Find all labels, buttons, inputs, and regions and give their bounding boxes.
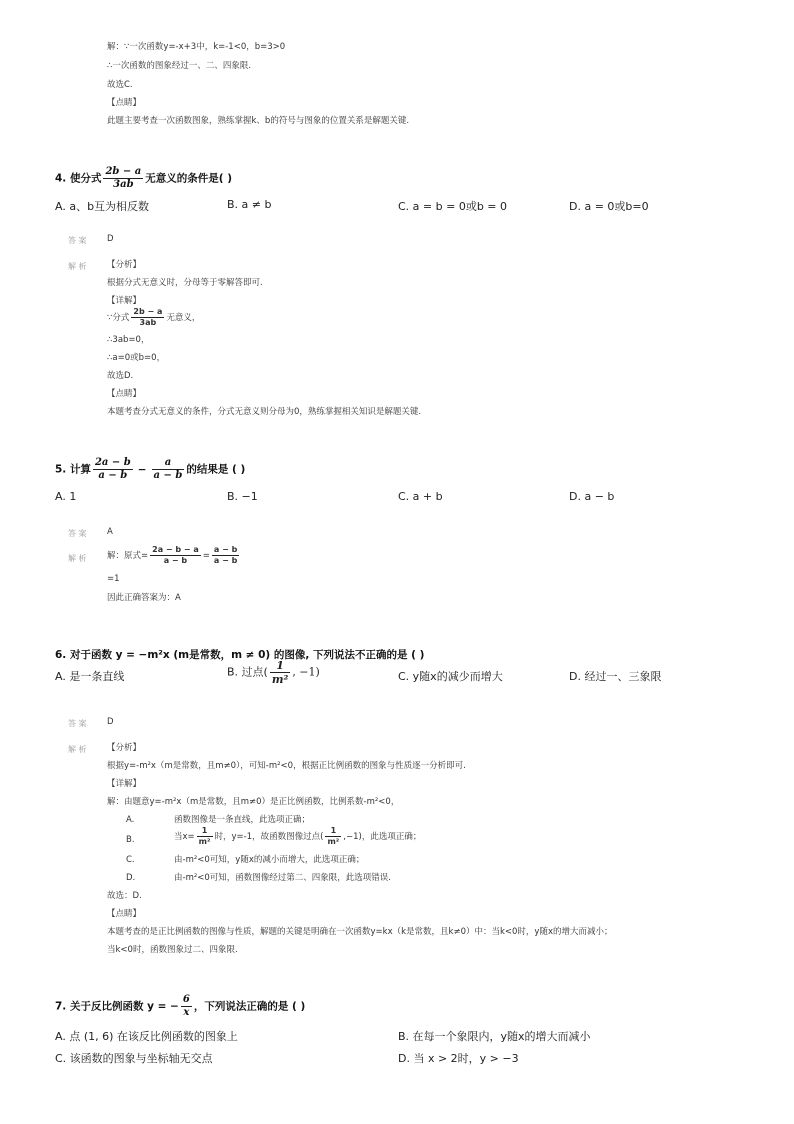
q5-option-a[interactable]: A. 1 (55, 490, 77, 503)
q5-solution-fraction-1 (150, 546, 201, 565)
q4-analysis-label: 解 析 (68, 262, 87, 271)
q3-solution-line3: 故选C. (107, 80, 133, 90)
q6-comment-line1: 本题考查的是正比例函数的图像与性质，解题的关键是明确在一次函数y=kx（k是常数，且k≠0）中：当k<0时，y随x的增大而减小； (107, 927, 613, 937)
q5-fraction-2 (152, 458, 185, 481)
q7-option-a[interactable]: A. 点 (1, 6) 在该反比例函数的图象上 (55, 1030, 238, 1043)
q6-detail-c-label: C. (126, 855, 135, 865)
q4-analysis-text: 根据分式无意义时，分母等于零解答即可. (107, 278, 263, 288)
q6-answer-value: D (107, 717, 114, 727)
q5-fraction-1-denominator: a − b (98, 470, 128, 481)
q4-stem-suffix: 无意义的条件是( ) (145, 172, 232, 185)
q6-detail-d-label: D. (126, 873, 136, 883)
q3-solution-line1: 解：∵一次函数y=-x+3中，k=-1<0，b=3>0 (107, 42, 286, 52)
q3-comment-heading: 【点睛】 (107, 98, 142, 108)
q4-answer-label: 答 案 (68, 236, 87, 245)
q4-answer-value: D (107, 234, 114, 244)
q5-option-c[interactable]: C. a + b (398, 490, 443, 503)
q4-option-c[interactable]: C. a = b = 0或b = 0 (398, 200, 508, 213)
q5-solution-line1 (107, 546, 241, 565)
q5-solution-line3: 因此正确答案为：A (107, 593, 181, 603)
q4-detail-fraction-numerator: 2b − a (133, 307, 163, 316)
q5-option-b[interactable]: B. −1 (227, 490, 258, 503)
q6-option-c[interactable]: C. y随x的减少而增大 (398, 670, 503, 683)
q5-answer-value: A (107, 527, 113, 537)
q5-solution-fraction-1-numerator: 2a − b − a (152, 545, 199, 554)
q4-analysis-heading: 【分析】 (107, 260, 142, 270)
q4-stem-prefix: 4. 使分式 (55, 172, 102, 185)
q6-option-a[interactable]: A. 是一条直线 (55, 670, 125, 683)
q3-solution-line2: ∴一次函数的图象经过一、二、四象限. (107, 61, 252, 71)
q4-fraction (103, 167, 143, 190)
q5-solution-fraction-2-numerator: a − b (213, 545, 238, 554)
q6-analysis-label: 解 析 (68, 745, 87, 754)
q4-fraction-numerator: 2b − a (105, 166, 142, 177)
q6-comment-heading: 【点睛】 (107, 909, 142, 919)
q4-detail-line4: 故选D. (107, 371, 134, 381)
q7-stem (55, 995, 305, 1018)
q4-option-a[interactable]: A. a、b互为相反数 (55, 200, 150, 213)
q7-fraction-numerator: 6 (182, 994, 190, 1005)
q6-answer-label: 答 案 (68, 719, 87, 728)
q6-detail-b-middle: 时，y=-1，故函数图像过点( (214, 832, 324, 842)
q7-option-c[interactable]: C. 该函数的图象与坐标轴无交点 (55, 1052, 213, 1065)
q6-detail-b-point-fraction (325, 827, 341, 846)
q5-stem-prefix: 5. 计算 (55, 463, 91, 476)
q6-option-d[interactable]: D. 经过一、三象限 (569, 670, 662, 683)
q6-detail-b-fraction-denominator: m² (198, 837, 211, 846)
q6-detail-c-text: 由-m²<0可知，y随x的减小而增大，此选项正确； (174, 855, 365, 865)
q6-detail-b-prefix: 当x= (174, 832, 195, 842)
q6-detail-b-fraction (197, 827, 213, 846)
q6-detail-conclusion: 故选：D. (107, 891, 142, 901)
q6-detail-b-label: B. (126, 835, 135, 845)
q5-fraction-1 (93, 458, 133, 481)
q6-detail-d-text: 由-m²<0可知，函数图像经过第二、四象限，此选项错误. (174, 873, 391, 883)
q7-fraction-denominator: x (183, 1007, 190, 1018)
q4-detail-heading: 【详解】 (107, 296, 142, 306)
q5-solution-line2: =1 (107, 574, 120, 584)
q4-detail-line1 (107, 308, 200, 327)
q5-option-d[interactable]: D. a − b (569, 490, 615, 503)
q4-detail-fraction (131, 308, 164, 327)
q6-comment-line2: 当k<0时，函数图象过二、四象限. (107, 945, 238, 955)
q4-stem (55, 167, 232, 190)
q6-detail-b-point-numerator: 1 (325, 827, 341, 837)
q5-fraction-1-numerator: 2a − b (94, 457, 131, 468)
q4-option-d[interactable]: D. a = 0或b=0 (569, 200, 649, 213)
q6-option-b[interactable] (227, 660, 320, 685)
q7-stem-suffix: ，下列说法正确的是 ( ) (193, 1000, 306, 1013)
q5-minus-sign: − (137, 463, 147, 476)
q5-fraction-2-numerator: a (152, 458, 185, 470)
q5-analysis-label: 解 析 (68, 554, 87, 563)
q5-solution-fraction-1-denominator: a − b (163, 556, 188, 565)
q7-fraction (181, 995, 192, 1018)
q5-solution-equals: = (202, 551, 210, 561)
q6-detail-heading: 【详解】 (107, 779, 142, 789)
q5-answer-label: 答 案 (68, 529, 87, 538)
q6-option-b-suffix: , −1) (292, 665, 320, 679)
q6-stem: 6. 对于函数 y = −m²x (m是常数，m ≠ 0) 的图像, 下列说法不正确的是 ( ) (55, 649, 425, 661)
q5-stem (55, 458, 245, 481)
q6-analysis-text: 根据y=-m²x（m是常数，且m≠0），可知-m²<0，根据正比例函数的图象与性质逐一分析即可. (107, 761, 466, 771)
q6-detail-a-label: A. (126, 815, 135, 825)
q6-detail-b-point-denominator: m² (327, 837, 340, 846)
q4-detail-line1-prefix: ∵分式 (107, 313, 130, 323)
q4-detail-line2: ∴3ab=0， (107, 335, 150, 345)
q7-stem-prefix: 7. 关于反比例函数 y = − (55, 1000, 179, 1013)
q4-detail-line1-suffix: 无意义， (166, 313, 201, 323)
q4-comment-text: 本题考查分式无意义的条件，分式无意义则分母为0，熟练掌握相关知识是解题关键. (107, 407, 422, 417)
q6-detail-b-suffix: ,−1)，此选项正确； (343, 832, 422, 842)
q3-comment-text: 此题主要考查一次函数图象，熟练掌握k、b的符号与图象的位置关系是解题关键. (107, 116, 410, 126)
q5-fraction-2-denominator: a − b (153, 470, 183, 481)
q4-comment-heading: 【点睛】 (107, 389, 142, 399)
q6-detail-b-fraction-numerator: 1 (197, 827, 213, 837)
q7-option-b[interactable]: B. 在每一个象限内，y随x的增大而减小 (398, 1030, 591, 1043)
q6-detail-a-text: 函数图像是一条直线，此选项正确； (174, 815, 311, 825)
q7-option-d[interactable]: D. 当 x > 2时，y > −3 (398, 1052, 519, 1065)
q5-solution-fraction-2-denominator: a − b (213, 556, 238, 565)
q6-option-b-prefix: B. 过点( (227, 665, 268, 679)
q5-stem-suffix: 的结果是 ( ) (186, 463, 246, 476)
q5-solution-prefix: 解：原式= (107, 551, 149, 561)
q5-solution-fraction-2 (212, 546, 239, 565)
q6-option-b-fraction (270, 660, 290, 685)
q6-detail-line1: 解：由题意y=-m²x（m是常数，且m≠0）是正比例函数，比例系数-m²<0， (107, 797, 400, 807)
q4-option-b[interactable]: B. a ≠ b (227, 198, 272, 211)
q4-detail-line3: ∴a=0或b=0， (107, 353, 166, 363)
q6-option-b-fraction-denominator: m² (271, 673, 289, 686)
q4-fraction-denominator: 3ab (113, 179, 134, 190)
q6-analysis-heading: 【分析】 (107, 743, 142, 753)
q6-detail-b-text (174, 827, 421, 846)
q6-option-b-fraction-numerator: 1 (270, 660, 290, 673)
q4-detail-fraction-denominator: 3ab (139, 318, 157, 327)
